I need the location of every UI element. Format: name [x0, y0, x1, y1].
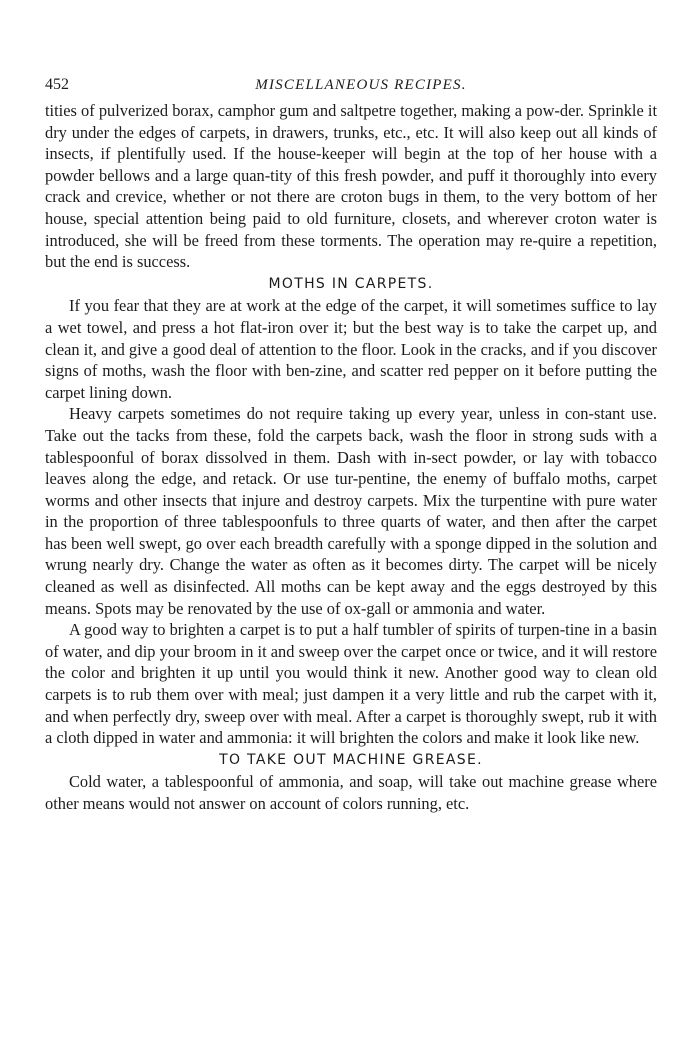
page-number: 452	[45, 76, 69, 93]
paragraph-heavy-carpets: Heavy carpets sometimes do not require taking up every year, unless in con-stant use. Take out the tacks from these, fold the carpets back, wash the floor in strong suds with a tablespoonful of borax dissolved in them. Dash with in-sect powder, or lay with tobacco leaves along the edge, and retack. Or use tur-pentine, the enemy of buffalo moths, carpet worms and other insects that injure and destroy carpets. Mix the turpentine with pure water in the proportion of three tablespoonfuls to three quarts of water, and then after the carpet has been well swept, go over each breadth carefully with a sponge dipped in the solution and wrung nearly dry. Change the water as often as it becomes dirty. The carpet will be nicely cleaned as well as disinfected. All moths can be kept away and the eggs destroyed by this means. Spots may be renovated by the use of ox-gall or ammonia and water.	[45, 404, 657, 618]
paragraph-machine-grease: Cold water, a tablespoonful of ammonia, and soap, will take out machine grease where other means would not answer on account of colors running, etc.	[45, 772, 657, 813]
heading-moths-in-carpets: MOTHS IN CARPETS.	[268, 275, 434, 292]
book-page	[45, 70, 657, 815]
running-head	[45, 70, 657, 100]
paragraph-brighten-carpet: A good way to brighten a carpet is to put a half tumbler of spirits of turpen-tine in a basin of water, and dip your broom in it and sweep over the carpet once or twice, and it will restore the color and brighten it up until you would think it new. Another good way to clean old carpets is to rub them over with meal; just dampen it a very little and rub the carpet with it, and when perfectly dry, sweep over with meal. After a carpet is thoroughly swept, rub it with a cloth dipped in water and ammonia: it will brighten the colors and make it look like new.	[45, 620, 657, 748]
paragraph-borax-continued: tities of pulverized borax, camphor gum and saltpetre together, making a pow-der. Sprinkle it dry under the edges of carpets, in drawers, trunks, etc., etc. It will also keep out all kinds of insects, if plentifully used. If the house-keeper will begin at the top of her house with a powder bellows and a large quan-tity of this fresh powder, and puff it thoroughly into every crack and crevice, whether or not there are croton bugs in them, to the very bottom of her house, special attention being paid to old furniture, closets, and wherever croton water is introduced, she will be freed from these torments. The operation may re-quire a repetition, but the end is success.	[45, 101, 657, 272]
running-title: MISCELLANEOUS RECIPES.	[255, 77, 467, 93]
heading-machine-grease: TO TAKE OUT MACHINE GREASE.	[219, 751, 483, 768]
paragraph-moths-edge: If you fear that they are at work at the edge of the carpet, it will sometimes suffice to lay a wet towel, and press a hot flat-iron over it; but the best way is to take the carpet up, and clean it, and give a good deal of attention to the floor. Look in the cracks, and if you discover signs of moths, wash the floor with ben-zine, and scatter red pepper on it before putting the carpet lining down.	[45, 296, 657, 402]
